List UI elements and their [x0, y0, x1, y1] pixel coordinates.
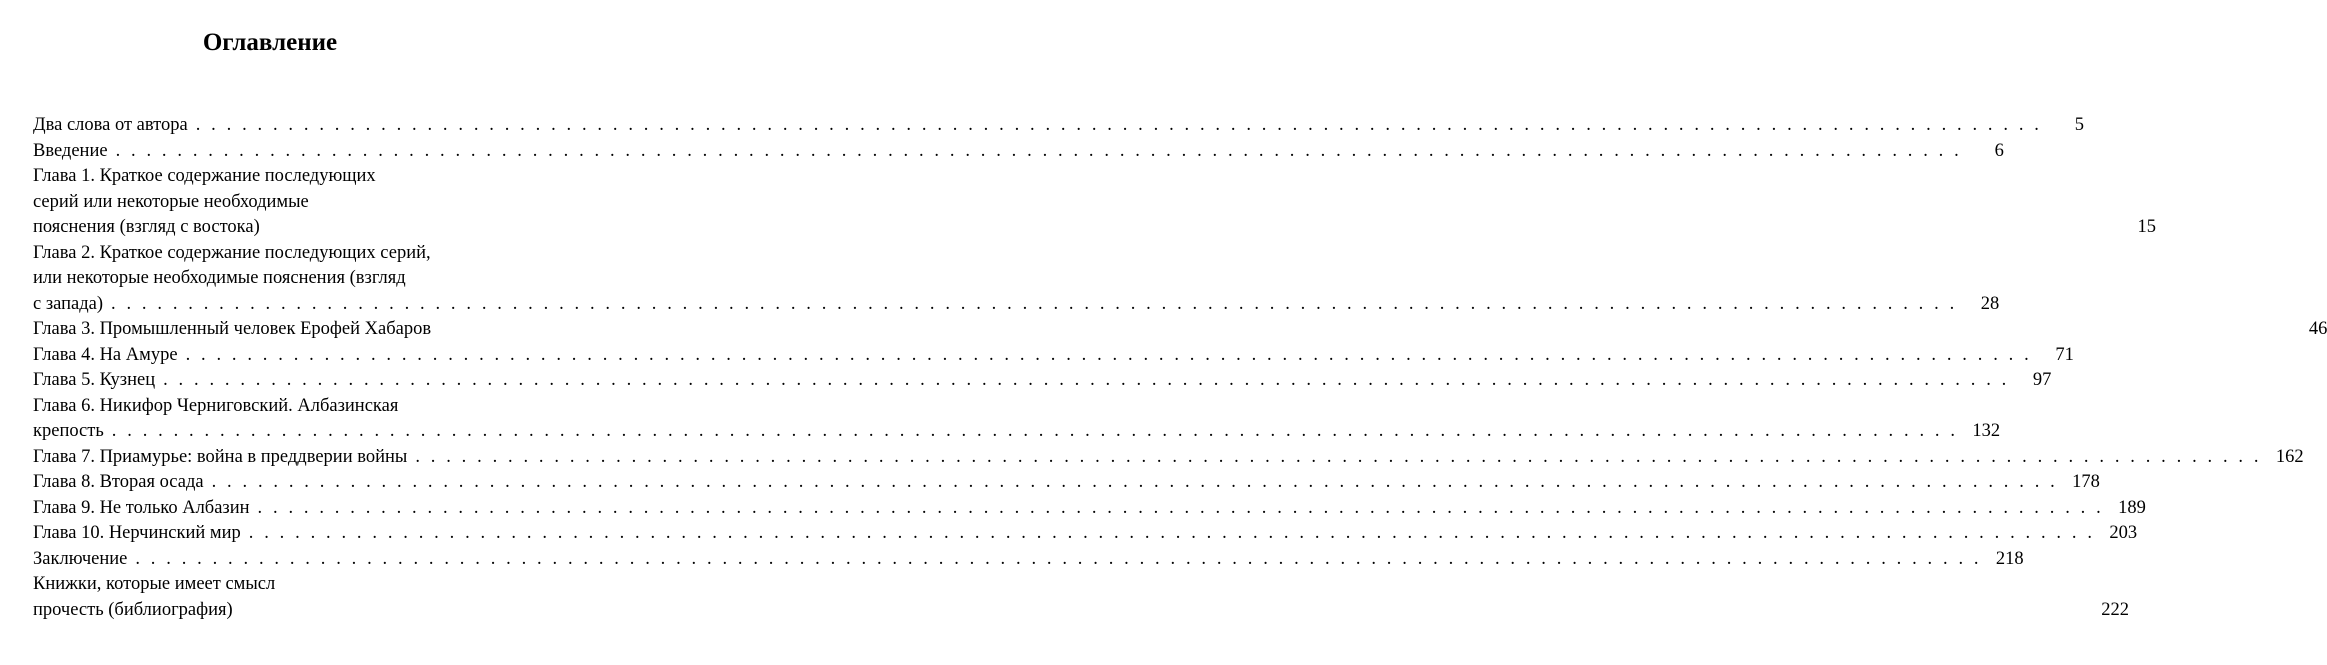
dot-leader: . . . . . . . . . . . . . . . . . . . . . . . . . . . . . . . . . . . . . . . . . . . . . . . . . . . . . . . . . . . . . . . . . . . . . . . . . . . . . . . . . . . . . . . . . . . . . . . . . . . . . . . . . . . . . . . . . . . . . . . .: [415, 446, 2262, 467]
page-number: 46: [2308, 319, 2327, 339]
toc-entry-title-line: Глава 10. Нерчинский мир: [33, 523, 241, 543]
toc-entry: [33, 139, 2004, 165]
toc-entry-title-line: Заключение: [33, 548, 128, 569]
toc-entry: [33, 521, 2138, 547]
page-number: 178: [2072, 472, 2100, 492]
toc-entry: [33, 113, 2085, 139]
toc-entry: [33, 241, 2000, 318]
toc-entry-title-line: Глава 5. Кузнец: [33, 370, 156, 390]
toc-entry-row: [33, 215, 2157, 241]
dot-leader: . . . . . . . . . . . . . . . . . . . . . . . . . . . . . . . . . . . . . . . . . . . . . . . . . . . . . . . . . . . . . . . . . . . . . . . . . . . . . . . . . . . . . . . . . . . . . . . . . . . . . . . . . . . . . . . . . . . . . . . .: [195, 115, 2043, 135]
page-number: 222: [2101, 599, 2129, 620]
page-number: 97: [2032, 370, 2052, 390]
toc-entry: [33, 547, 2024, 573]
page-number: 218: [1995, 548, 2024, 569]
toc-entry-row: [33, 368, 2052, 394]
page-number: 28: [1980, 293, 2000, 314]
toc-entry: [33, 445, 2304, 471]
toc-entry-title-line: с запада): [33, 293, 104, 314]
table-of-contents: [33, 113, 2327, 623]
toc-entry-title-line: крепость: [33, 421, 104, 441]
page-number: 15: [2137, 217, 2157, 237]
dot-leader: . . . . . . . . . . . . . . . . . . . . . . . . . . . . . . . . . . . . . . . . . . . . . . . . . . . . . . . . . . . . . . . . . . . . . . . . . . . . . . . . . . . . . . . . . . . . . . . . . . . . . . . . . . . . . . . . . . . . . . . .: [115, 140, 1962, 161]
toc-entry-title-line: Глава 9. Не только Албазин: [33, 497, 250, 518]
toc-entry-row: [33, 419, 2001, 445]
toc-entry: [33, 343, 2074, 369]
toc-entry-row: [33, 292, 2000, 318]
dot-leader: . . . . . . . . . . . . . . . . . . . . . . . . . . . . . . . . . . . . . . . . . . . . . . . . . . . . . . . . . . . . . . . . . . . . . . . . . . . . . . . . . . . . . . . . . . . . . . . . . . . . . . . . . . . . . . . . . . . . . . . .: [111, 421, 1959, 441]
toc-entry-row: [33, 496, 2146, 522]
toc-entry-title-line: прочесть (библиография): [33, 599, 233, 620]
page-number: 6: [1994, 140, 2004, 161]
dot-leader: . . . . . . . . . . . . . . . . . . . . . . . . . . . . . . . . . . . . . . . . . . . . . . . . . . . . . . . . . . . . . . . . . . . . . . . . . . . . . . . . . . . . . . . . . . . . . . . . . . . . . . . . . . . . . . . . . . . . . . . .: [248, 523, 2096, 543]
dot-leader: . . . . . . . . . . . . . . . . . . . . . . . . . . . . . . . . . . . . . . . . . . . . . . . . . . . . . . . . . . . . . . . . . . . . . . . . . . . . . . . . . . . . . . . . . . . . . . . . . . . . . . . . . . . . . . . . . . . . . . . .: [211, 472, 2058, 492]
toc-entry: [33, 394, 2001, 445]
toc-entry: [33, 164, 2157, 241]
toc-entry-title-line: пояснения (взгляд с востока): [33, 217, 260, 237]
toc-entry-row: [33, 317, 2327, 343]
toc-entry: [33, 317, 2327, 343]
toc-entry-title-line: Глава 3. Промышленный человек Ерофей Хабаров: [33, 319, 432, 339]
toc-entry-title-line: Глава 7. Приамурье: война в преддверии войны: [33, 446, 408, 467]
toc-entry-row: [33, 598, 2129, 624]
page-title: Оглавление: [202, 29, 338, 56]
page-number: 189: [2118, 497, 2146, 518]
toc-entry-title-line: Глава 6. Никифор Черниговский. Албазинская: [33, 395, 399, 416]
dot-leader: . . . . . . . . . . . . . . . . . . . . . . . . . . . . . . . . . . . . . . . . . . . . . . . . . . . . . . . . . . . . . . . . . . . . . . . . . . . . . . . . . . . . . . . . . . . . . . . . . . . . . . . . . . . . . . . . . . . . . . . .: [135, 548, 1982, 569]
toc-entry-row: [33, 470, 2100, 496]
toc-entry-row: [33, 139, 2004, 165]
dot-leader: . . . . . . . . . . . . . . . . . . . . . . . . . . . . . . . . . . . . . . . . . . . . . . . . . . . . . . . . . . . . . . . . . . . . . . . . . . . . . . . . . . . . . . . . . . . . . . . . . . . . . . . . . . . . . . . . . . . . . . . .: [257, 497, 2104, 518]
page-number: 203: [2109, 523, 2138, 543]
toc-entry-title-line: Глава 8. Вторая осада: [33, 472, 204, 492]
toc-entry: [33, 368, 2052, 394]
toc-entry-row: [33, 343, 2074, 369]
dot-leader: . . . . . . . . . . . . . . . . . . . . . . . . . . . . . . . . . . . . . . . . . . . . . . . . . . . . . . . . . . . . . . . . . . . . . . . . . . . . . . . . . . . . . . . . . . . . . . . . . . . . . . . . . . . . . . . . . . . . . . . .: [163, 370, 2010, 390]
toc-entry-row: [33, 547, 2024, 573]
toc-entry-row: [33, 445, 2304, 471]
page-number: 132: [1972, 421, 2001, 441]
toc-entry-title-line: Два слова от автора: [33, 115, 188, 135]
toc-entry-row: [33, 113, 2085, 139]
toc-entry-title-line: Введение: [33, 140, 108, 161]
page-number: 162: [2275, 446, 2304, 467]
dot-leader: . . . . . . . . . . . . . . . . . . . . . . . . . . . . . . . . . . . . . . . . . . . . . . . . . . . . . . . . . . . . . . . . . . . . . . . . . . . . . . . . . . . . . . . . . . . . . . . . . . . . . . . . . . . . . . . . . . . . . . . .: [111, 293, 1958, 314]
toc-entry-title-line: Глава 1. Краткое содержание последующих: [33, 166, 376, 186]
toc-entry: [33, 470, 2100, 496]
toc-entry-title-line: Глава 4. На Амуре: [33, 344, 178, 365]
toc-entry-title-line: серий или некоторые необходимые: [33, 191, 309, 212]
toc-entry: [33, 572, 2129, 623]
page-number: 71: [2055, 344, 2074, 365]
dot-leader: . . . . . . . . . . . . . . . . . . . . . . . . . . . . . . . . . . . . . . . . . . . . . . . . . . . . . . . . . . . . . . . . . . . . . . . . . . . . . . . . . . . . . . . . . . . . . . . . . . . . . . . . . . . . . . . . . . . . . . . .: [185, 344, 2032, 365]
toc-entry-row: [33, 521, 2138, 547]
page-number: 5: [2074, 115, 2085, 135]
toc-entry-title-line: Глава 2. Краткое содержание последующих серий,: [33, 242, 431, 263]
toc-entry: [33, 496, 2146, 522]
toc-entry-title-line: Книжки, которые имеет смысл: [33, 574, 276, 594]
toc-entry-title-line: или некоторые необходимые пояснения (взгляд: [33, 268, 406, 288]
